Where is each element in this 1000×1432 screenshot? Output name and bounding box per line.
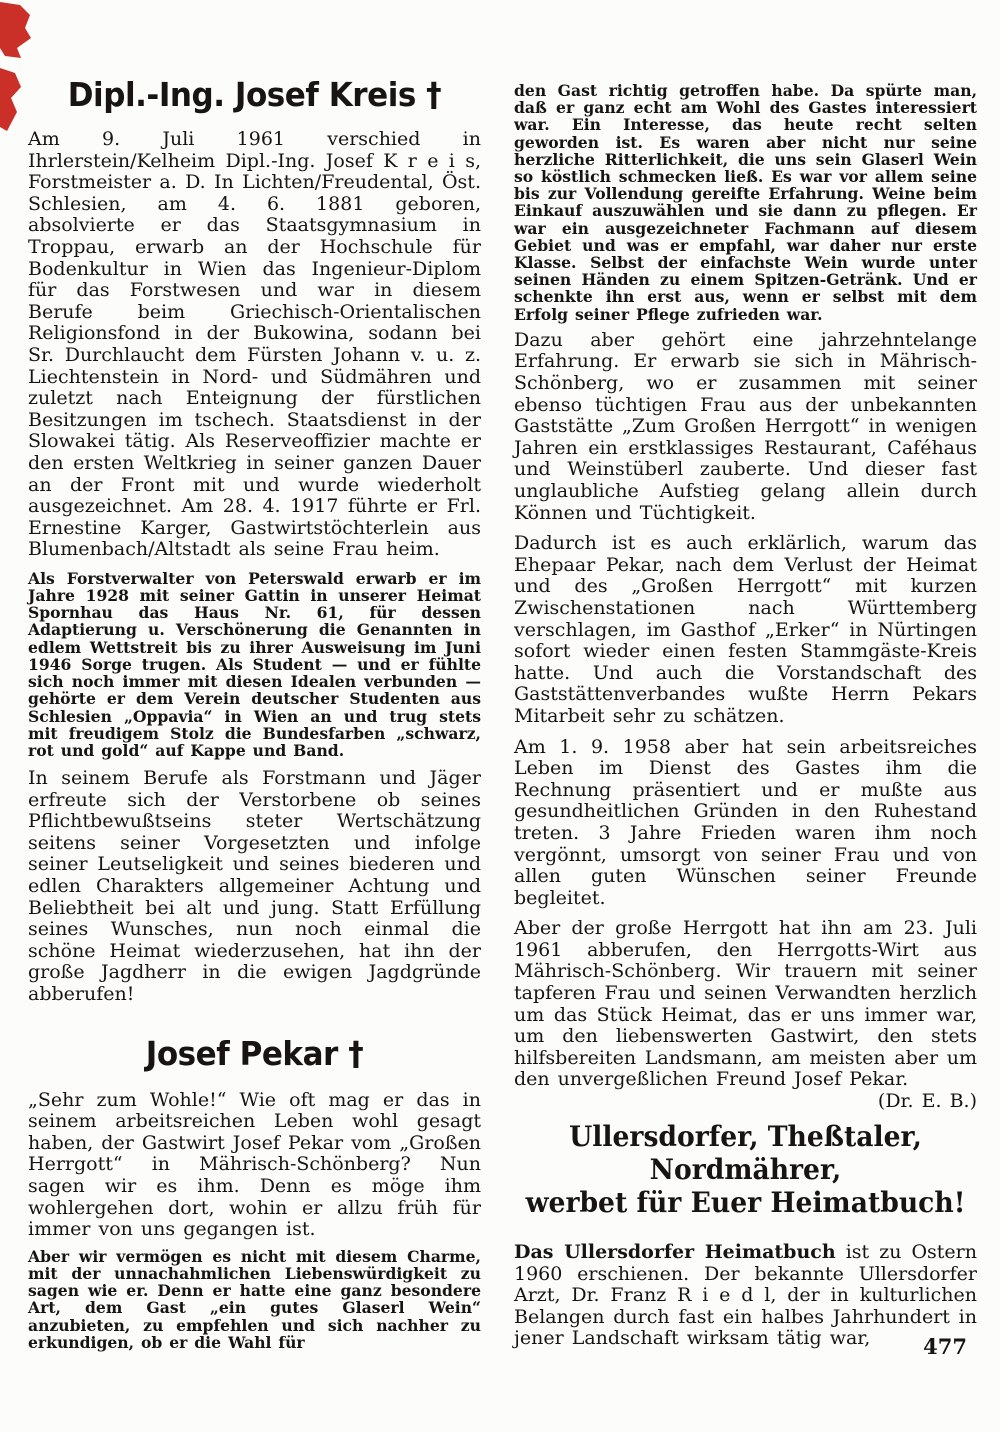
obituary-pekar-continued-paragraph-2: Dazu aber gehört eine jahrzehntelange Erfahrung. Er erwarb sie sich in Mährisch-Schönberg, wo er zusammen mit seiner ebenso tüchtigen Frau aus der unbekannten Gaststätte „Zum Großen Herrgott“ in wenigen Jahren ein erstklassiges Restaurant, Caféhaus und Weinstüberl zauberte. Und dieser fast unglaubliche Aufstieg gelang allein durch Können und Tüchtigkeit.	[514, 328, 977, 524]
heimatbuch-notice-paragraph-rest: ist zu Ostern 1960 erschienen. Der bekannte Ullersdorfer Arzt, Dr. Franz R i e d l, der in kulturlichen Belangen durch fast ein halbes Jahrhundert in jener Landschaft wirksam tätig war,	[514, 1241, 977, 1350]
obituary-pekar-continued-paragraph-1-fine-print: den Gast richtig getroffen habe. Da spürte man, daß er ganz echt am Wohl des Gastes interessiert war. Ein Interesse, das heute recht selten geworden ist. Es waren aber nicht nur seine herzliche Ritterlichkeit, die uns sein Glaserl Wein so köstlich schmecken ließ. Es war vor allem seine bis zur Vollendung gereifte Erfahrung. Weine beim Einkauf auszuwählen und sie dann zu pflegen. Er war ein ausgezeichneter Fachmann auf diesem Gebiet und was er empfahl, war daher nur erste Klasse. Selbst der einfachste Wein wurde unter seinen Händen zu einem Spitzen-Getränk. Und er schenkte ihn erst aus, wenn er selbst mit dem Erfolg seiner Pflege zufrieden war.	[514, 81, 977, 324]
obituary-pekar-title: Josef Pekar †	[145, 1033, 364, 1073]
heimatbuch-notice-bold-lead: Das Ullersdorfer Heimatbuch	[514, 1241, 836, 1264]
obituary-kreis-title: Dipl.-Ing. Josef Kreis †	[67, 75, 442, 114]
heimatbuch-notice-paragraph	[514, 1242, 977, 1350]
heimatbuch-notice-title-line-1: Ullersdorfer, Theßtaler, Nordmährer,	[569, 1120, 922, 1187]
obituary-pekar-closing-text: Aber der große Herrgott hat ihn am 23. Juli 1961 abberufen, den Herrgotts-Wirt aus Mährisch-Schönberg. Wir trauern mit seiner tapferen Frau und seinen Verwandten herzlich um das Stück Heimat, das er uns immer war, um den liebenswerten Gastwirt, den stets hilfsbereiten Landsmann, am meisten aber um den unvergeßlichen Freund Josef Pekar.	[514, 917, 977, 1091]
heimatbuch-notice-title	[526, 1120, 966, 1219]
obituary-pekar-continued-paragraph-5	[514, 917, 977, 1113]
right-column	[514, 0, 977, 1350]
red-tear-mark-top	[0, 2, 31, 58]
obituary-pekar-paragraph-1: „Sehr zum Wohle!“ Wie oft mag er das in seinem arbeitsreichen Leben wohl gesagt haben, der Gastwirt Josef Pekar vom „Großen Herrgott“ in Mährisch-Schönberg? Nun sagen wir es ihm. Denn es möge ihm wohlergehen dort, wohin er allzu früh für immer von uns gegangen ist.	[28, 1088, 482, 1241]
left-column	[28, 0, 481, 1351]
heimatbuch-notice-title-line-2: werbet für Euer Heimatbuch!	[525, 1186, 966, 1220]
obituary-kreis-paragraph-3: In seinem Berufe als Forstmann und Jäger erfreute sich der Verstorbene ob seines Pflichtbewußtseins steter Wertschätzung seitens seiner Vorgesetzten und infolge seiner Leutseligkeit und seines biederen und edlen Charakters allgemeiner Achtung und Beliebtheit bei alt und jung. Statt Erfüllung seines Wunsches, nun noch einmal die schöne Heimat wiederzusehen, hat ihn der große Jagdherr in die ewigen Jagdgründe abberufen!	[28, 767, 481, 1006]
obituary-kreis-paragraph-1: Am 9. Juli 1961 verschied in Ihrlerstein/Kelheim Dipl.-Ing. Josef K r e i s, Forstmeister a. D. In Lichten/Freudental, Öst. Schlesien, am 4. 6. 1881 geboren, absolvierte er das Staatsgymnasium in Troppau, erwarb an der Hochschule für Bodenkultur in Wien das Ingenieur-Diplom für das Forstwesen und war in diesem Berufe beim Griechisch-Orientalischen Religionsfond in der Bukowina, sodann bei Sr. Durchlaucht dem Fürsten Johann v. u. z. Liechtenstein in Nord- und Südmähren und zuletzt nach Enteignung der fürstlichen Besitzungen im tschech. Staatsdienst in der Slowakei tätig. Als Reserveoffizier machte er den ersten Weltkrieg in seiner ganzen Dauer an der Front mit und wurde wiederholt ausgezeichnet. Am 28. 4. 1917 führte er Frl. Ernestine Karger, Gastwirtstöchterlein aus Blumenbach/Altstadt als seine Frau heim.	[28, 128, 481, 561]
page-number: 477	[923, 1334, 967, 1359]
obituary-pekar-continued-paragraph-3: Dadurch ist es auch erklärlich, warum das Ehepaar Pekar, nach dem Verlust der Heimat und des „Großen Herrgott“ mit kurzen Zwischenstationen nach Württemberg verschlagen, im Gasthof „Erker“ in Nürtingen sofort wieder einen festen Stammgäste-Kreis hatte. Und auch die Vorstandschaft des Gaststättenverbandes wußte Herrn Pekars Mitarbeit sehr zu schätzen.	[514, 532, 977, 727]
obituary-pekar-paragraph-2-fine-print: Aber wir vermögen es nicht mit diesem Charme, mit der unnachahmlichen Liebenswürdigkeit zu sagen wie er. Denn er hatte eine ganz besondere Art, dem Gast „ein gutes Glaserl Wein“ anzubieten, zu empfehlen und sich nachher zu erkundigen, ob er die Wahl für	[28, 1246, 481, 1352]
obituary-pekar-continued-paragraph-4: Am 1. 9. 1958 aber hat sein arbeitsreiches Leben im Dienst des Gastes ihm die Rechnung präsentiert und er mußte aus gesundheitlichen Gründen in den Ruhestand treten. 3 Jahre Frieden waren ihm noch vergönnt, umsorgt von seiner Frau und von allen guten Wünschen seiner Freunde begleitet.	[514, 735, 977, 909]
red-tear-mark-bottom	[0, 68, 21, 131]
obituary-kreis-paragraph-2-fine-print: Als Forstverwalter von Peterswald erwarb er im Jahre 1928 mit seiner Gattin in unserer Heimat Spornhau das Haus Nr. 61, für dessen Adaptierung u. Verschönerung die Genannten in edlem Wettstreit bis zu ihrer Ausweisung im Juni 1946 Sorge trugen. Als Student — und er fühlte sich noch immer mit diesen Idealen verbunden — gehörte er dem Verein deutscher Studenten aus Schlesien „Oppavia“ in Wien an und trug stets mit freudigem Stolz die Bundesfarben „schwarz, rot und gold“ auf Kappe und Band.	[28, 568, 481, 760]
obituary-pekar-signature: (Dr. E. B.)	[877, 1090, 977, 1113]
